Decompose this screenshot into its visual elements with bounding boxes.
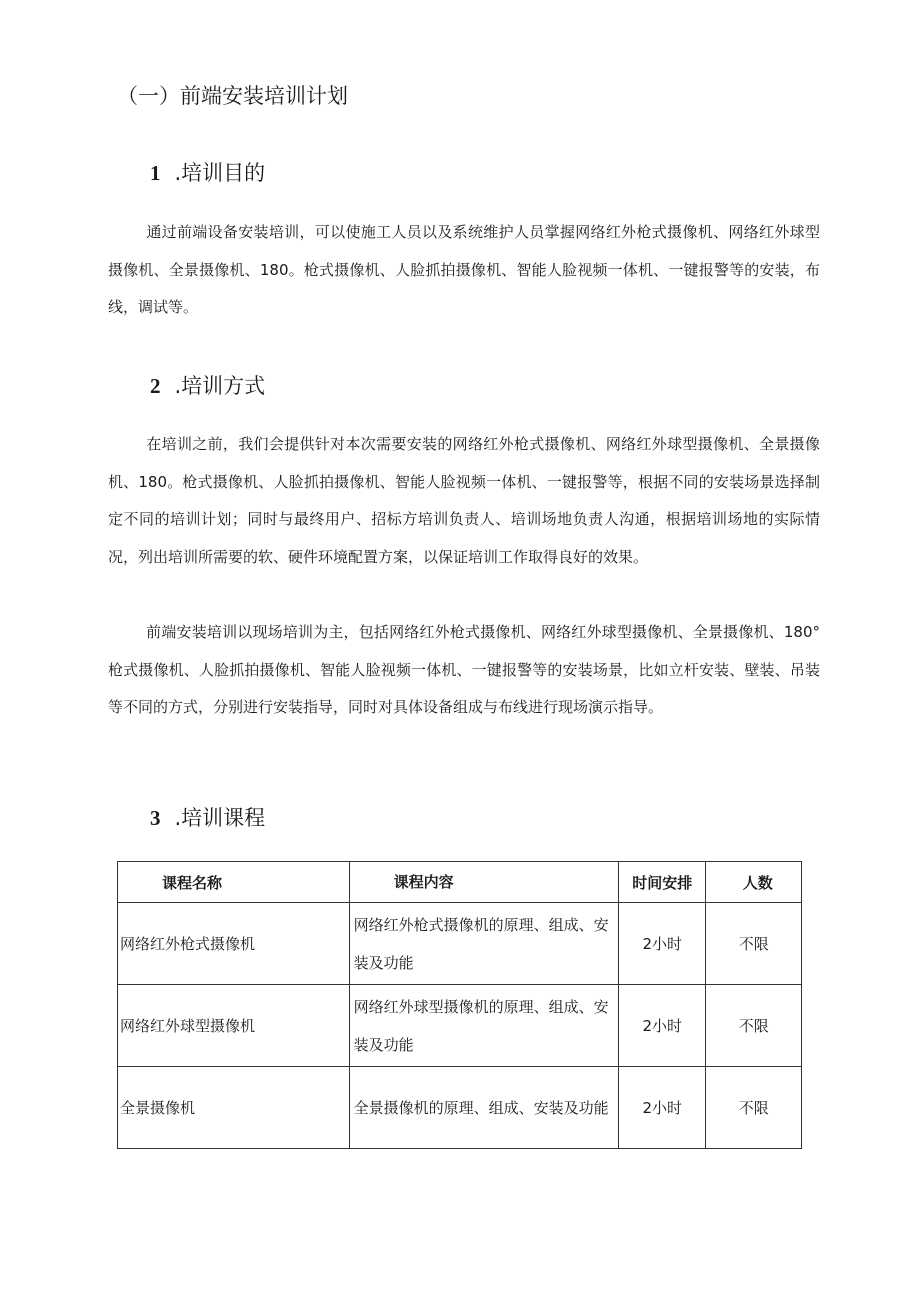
heading-text: .培训课程: [174, 806, 266, 830]
table-row: [118, 1067, 802, 1149]
cell-headcount: 不限: [706, 985, 802, 1067]
heading-text: .培训目的: [174, 161, 266, 185]
table-header-row: [118, 862, 802, 903]
cell-course-content: 网络红外枪式摄像机的原理、组成、安装及功能: [349, 903, 618, 985]
heading-training-purpose: [150, 157, 265, 187]
paragraph-training-method-1: [108, 426, 820, 576]
paragraph-training-method-2: [108, 614, 820, 727]
paragraph-text: 通过前端设备安装培训，可以使施工人员以及系统维护人员掌握网络红外枪式摄像机、网络红外球型摄像机、全景摄像机、180。枪式摄像机、人脸抓拍摄像机、智能人脸视频一体机、一键报警等的安装，布线，调试等。: [108, 223, 820, 316]
cell-schedule: 2小时: [619, 1067, 706, 1149]
paragraph-text: 在培训之前，我们会提供针对本次需要安装的网络红外枪式摄像机、网络红外球型摄像机、全景摄像机、180。枪式摄像机、人脸抓拍摄像机、智能人脸视频一体机、一键报警等，根据不同的安装场景选择制定不同的培训计划；同时与最终用户、招标方培训负责人、培训场地负责人沟通，根据培训场地的实际情况，列出培训所需要的软、硬件环境配置方案，以保证培训工作取得良好的效果。: [108, 435, 820, 566]
column-header-course-content: 课程内容: [349, 862, 618, 903]
cell-course-name: 网络红外枪式摄像机: [118, 903, 350, 985]
heading-number: 2: [150, 374, 161, 398]
section-title: （一）前端安装培训计划: [117, 84, 348, 108]
heading-training-method: [150, 370, 265, 400]
column-header-schedule: 时间安排: [619, 862, 706, 903]
heading-number: 3: [150, 806, 161, 830]
course-table: [117, 861, 802, 1149]
column-header-course-name: 课程名称: [118, 862, 350, 903]
heading-number: 1: [150, 161, 161, 185]
cell-headcount: 不限: [706, 903, 802, 985]
cell-headcount: 不限: [706, 1067, 802, 1149]
cell-schedule: 2小时: [619, 903, 706, 985]
heading-training-courses: [150, 802, 265, 832]
heading-text: .培训方式: [174, 374, 266, 398]
table-row: [118, 903, 802, 985]
cell-course-name: 全景摄像机: [118, 1067, 350, 1149]
column-header-headcount: 人数: [706, 862, 802, 903]
paragraph-training-purpose: [108, 214, 820, 327]
cell-course-name: 网络红外球型摄像机: [118, 985, 350, 1067]
cell-course-content: 全景摄像机的原理、组成、安装及功能: [349, 1067, 618, 1149]
cell-course-content: 网络红外球型摄像机的原理、组成、安装及功能: [349, 985, 618, 1067]
cell-schedule: 2小时: [619, 985, 706, 1067]
table-row: [118, 985, 802, 1067]
paragraph-text: 前端安装培训以现场培训为主，包括网络红外枪式摄像机、网络红外球型摄像机、全景摄像机、180°枪式摄像机、人脸抓拍摄像机、智能人脸视频一体机、一键报警等的安装场景，比如立杆安装、壁装、吊装等不同的方式，分别进行安装指导，同时对具体设备组成与布线进行现场演示指导。: [108, 623, 820, 716]
